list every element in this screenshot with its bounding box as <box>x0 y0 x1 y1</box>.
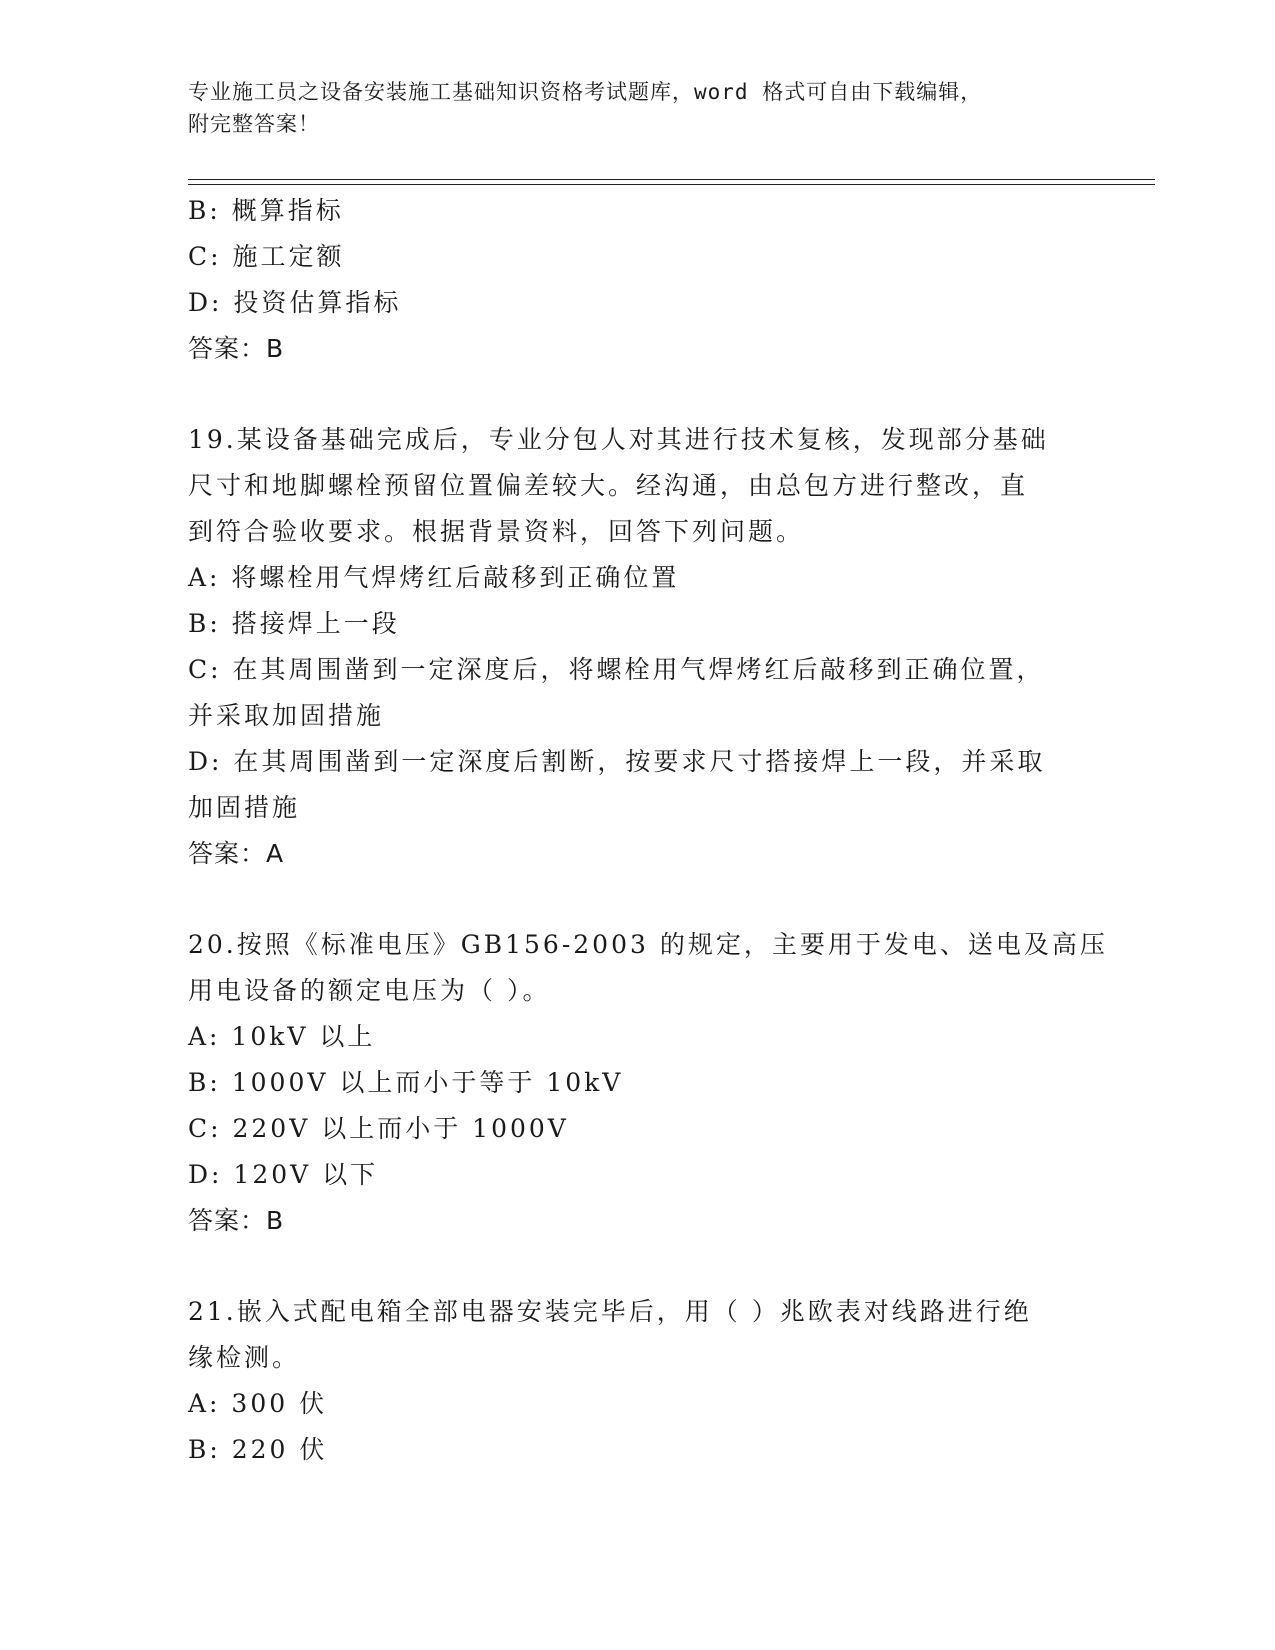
header-line-1: 专业施工员之设备安装施工基础知识资格考试题库，word 格式可自由下载编辑， <box>188 80 983 104</box>
question-text-line: 用电设备的额定电压为（ ）。 <box>188 976 551 1005</box>
previous-question-tail <box>188 188 1088 372</box>
option-c: C: 220V 以上而小于 1000V <box>188 1114 569 1143</box>
header-divider-top <box>188 179 1155 180</box>
answer-line: 答案：B <box>188 334 285 363</box>
option-b: B: 1000V 以上而小于等于 10kV <box>188 1068 624 1097</box>
option-b: B: 搭接焊上一段 <box>188 609 400 638</box>
header-line-2: 附完整答案！ <box>188 112 320 136</box>
question-list <box>188 188 1108 1473</box>
option-d-continued: 加固措施 <box>188 793 301 822</box>
option-b: B: 概算指标 <box>188 196 344 225</box>
document-header <box>188 76 1068 140</box>
option-c: C: 施工定额 <box>188 242 345 271</box>
option-a: A: 10kV 以上 <box>188 1022 376 1051</box>
question-text-line: 21.嵌入式配电箱全部电器安装完毕后，用（ ）兆欧表对线路进行绝 <box>188 1297 1032 1326</box>
option-c: C: 在其周围凿到一定深度后，将螺栓用气焊烤红后敲移到正确位置， <box>188 655 1045 684</box>
answer-line: 答案：A <box>188 839 285 868</box>
option-d: D: 投资估算指标 <box>188 288 402 317</box>
header-divider-bottom <box>188 184 1155 185</box>
question-text-line: 尺寸和地脚螺栓预留位置偏差较大。经沟通，由总包方进行整改，直 <box>188 471 1029 500</box>
option-d: D: 在其周围凿到一定深度后割断，按要求尺寸搭接焊上一段，并采取 <box>188 747 1046 776</box>
option-d: D: 120V 以下 <box>188 1160 379 1189</box>
question-19 <box>188 417 1088 877</box>
option-c-continued: 并采取加固措施 <box>188 701 385 730</box>
question-20 <box>188 922 1108 1244</box>
answer-line: 答案：B <box>188 1206 285 1235</box>
question-text-line: 19.某设备基础完成后，专业分包人对其进行技术复核，发现部分基础 <box>188 425 1049 454</box>
question-text-line: 20.按照《标准电压》GB156-2003 的规定，主要用于发电、送电及高压 <box>188 930 1108 959</box>
option-a: A: 300 伏 <box>188 1389 328 1418</box>
question-text-line: 到符合验收要求。根据背景资料，回答下列问题。 <box>188 517 805 546</box>
option-b: B: 220 伏 <box>188 1435 328 1464</box>
question-text-line: 缘检测。 <box>188 1343 301 1372</box>
question-21 <box>188 1289 1088 1473</box>
option-a: A: 将螺栓用气焊烤红后敲移到正确位置 <box>188 563 680 592</box>
